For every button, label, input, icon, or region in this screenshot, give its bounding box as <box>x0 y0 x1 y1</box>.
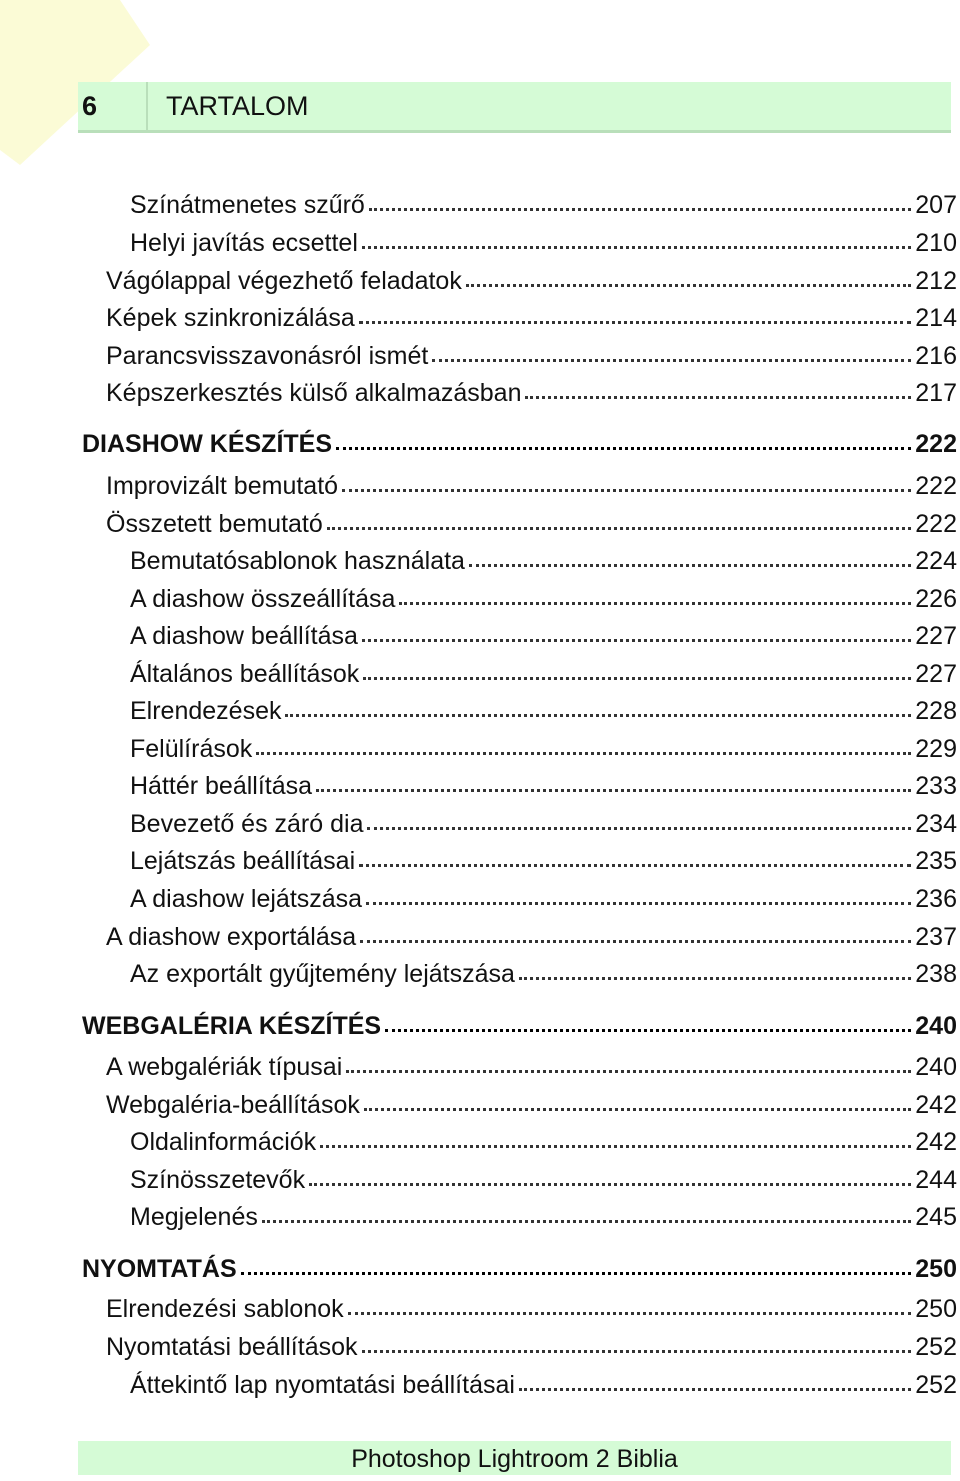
toc-entry-page: 216 <box>915 342 957 370</box>
toc-entry <box>106 920 957 954</box>
dot-leader <box>241 1266 912 1275</box>
toc-entry-page: 226 <box>915 585 957 613</box>
toc-entry-label: Webgaléria-beállítások <box>106 1091 360 1119</box>
toc-section <box>82 427 957 461</box>
toc-entry <box>106 1330 957 1364</box>
toc-entry-page: 237 <box>915 923 957 951</box>
toc-entry <box>130 882 957 916</box>
dot-leader <box>519 1382 911 1391</box>
toc-entry <box>130 1368 957 1402</box>
toc-entry-page: 245 <box>915 1203 957 1231</box>
dot-leader <box>327 521 912 530</box>
dot-leader <box>466 278 911 287</box>
toc-entry <box>130 657 957 691</box>
toc-entry-label: Helyi javítás ecsettel <box>130 229 358 257</box>
toc-entry-label: Megjelenés <box>130 1203 258 1231</box>
dot-leader <box>519 971 911 980</box>
page-footer: Photoshop Lightroom 2 Biblia <box>78 1441 951 1475</box>
toc-entry-label: Összetett bemutató <box>106 510 323 538</box>
toc-entry-page: 214 <box>915 304 957 332</box>
toc-entry <box>106 469 957 503</box>
toc-entry-label: Képszerkesztés külső alkalmazásban <box>106 379 522 407</box>
toc-entry <box>106 301 957 335</box>
dot-leader <box>336 441 911 450</box>
page-header <box>78 82 951 133</box>
toc-entry-label: NYOMTATÁS <box>82 1255 237 1283</box>
toc-entry <box>130 1125 957 1159</box>
toc-entry-label: Nyomtatási beállítások <box>106 1333 358 1361</box>
toc-entry-page: 222 <box>915 430 957 458</box>
toc-entry-page: 210 <box>915 229 957 257</box>
dot-leader <box>262 1214 911 1223</box>
toc-entry <box>130 619 957 653</box>
dot-leader <box>316 783 911 792</box>
toc-entry-page: 229 <box>915 735 957 763</box>
toc-entry <box>130 844 957 878</box>
toc-entry-page: 217 <box>915 379 957 407</box>
dot-leader <box>385 1023 911 1032</box>
toc-entry-label: WEBGALÉRIA KÉSZÍTÉS <box>82 1012 382 1040</box>
toc-entry-page: 250 <box>915 1255 957 1283</box>
dot-leader <box>309 1177 911 1186</box>
toc-entry <box>130 732 957 766</box>
toc-entry-label: Háttér beállítása <box>130 772 313 800</box>
page-number: 6 <box>78 82 148 130</box>
toc-entry-label: Felülírások <box>130 735 253 763</box>
toc-entry-page: 240 <box>915 1012 957 1040</box>
toc-entry-page: 240 <box>915 1053 957 1081</box>
toc-entry <box>130 226 957 260</box>
toc-entry-label: Általános beállítások <box>130 660 360 688</box>
toc-entry <box>130 769 957 803</box>
toc-entry-label: Az exportált gyűjtemény lejátszása <box>130 960 515 988</box>
toc-entry-page: 227 <box>915 622 957 650</box>
toc-entry-label: A webgalériák típusai <box>106 1053 343 1081</box>
toc-entry-page: 242 <box>915 1128 957 1156</box>
dot-leader <box>362 240 911 249</box>
toc-entry-label: Lejátszás beállításai <box>130 847 356 875</box>
toc-section <box>82 1009 957 1043</box>
toc-entry <box>106 507 957 541</box>
toc-entry <box>130 957 957 991</box>
toc-entry-page: 252 <box>915 1371 957 1399</box>
toc-entry-label: Elrendezési sablonok <box>106 1295 344 1323</box>
toc-entry-label: A diashow lejátszása <box>130 885 363 913</box>
toc-entry-label: Színösszetevők <box>130 1166 306 1194</box>
toc-entry-page: 235 <box>915 847 957 875</box>
toc-entry-page: 222 <box>915 510 957 538</box>
toc-entry-label: A diashow beállítása <box>130 622 358 650</box>
dot-leader <box>285 708 911 717</box>
toc-entry-label: Bemutatósablonok használata <box>130 547 465 575</box>
toc-entry-label: DIASHOW KÉSZÍTÉS <box>82 430 333 458</box>
toc-entry-page: 244 <box>915 1166 957 1194</box>
dot-leader <box>362 633 911 642</box>
dot-leader <box>346 1064 911 1073</box>
dot-leader <box>369 202 911 211</box>
toc-entry-label: A diashow összeállítása <box>130 585 396 613</box>
dot-leader <box>342 483 911 492</box>
dot-leader <box>367 821 911 830</box>
toc-entry-page: 207 <box>915 191 957 219</box>
toc-entry <box>130 1200 957 1234</box>
toc-entry <box>130 1163 957 1197</box>
dot-leader <box>525 390 911 399</box>
dot-leader <box>364 1102 911 1111</box>
toc-entry-label: Parancsvisszavonásról ismét <box>106 342 429 370</box>
dot-leader <box>399 596 911 605</box>
toc-entry-page: 212 <box>915 267 957 295</box>
toc-entry-page: 227 <box>915 660 957 688</box>
toc-entry-page: 238 <box>915 960 957 988</box>
toc-entry-page: 252 <box>915 1333 957 1361</box>
dot-leader <box>366 896 911 905</box>
toc-entry <box>130 188 957 222</box>
toc-entry <box>106 1088 957 1122</box>
dot-leader <box>359 315 912 324</box>
dot-leader <box>362 1344 912 1353</box>
toc-entry-page: 233 <box>915 772 957 800</box>
dot-leader <box>360 934 911 943</box>
toc-entry <box>106 376 957 410</box>
dot-leader <box>320 1139 911 1148</box>
toc-entry-page: 222 <box>915 472 957 500</box>
toc-entry <box>106 1292 957 1326</box>
page-title: TARTALOM <box>166 91 309 121</box>
toc-entry <box>130 807 957 841</box>
toc-entry-page: 250 <box>915 1295 957 1323</box>
dot-leader <box>348 1306 912 1315</box>
toc-entry-label: A diashow exportálása <box>106 923 357 951</box>
toc-entry-page: 224 <box>915 547 957 575</box>
toc-entry <box>130 582 957 616</box>
dot-leader <box>256 746 911 755</box>
toc-entry-label: Vágólappal végezhető feladatok <box>106 267 462 295</box>
toc-entry <box>106 339 957 373</box>
toc-entry <box>106 1050 957 1084</box>
toc-entry-page: 234 <box>915 810 957 838</box>
toc-entry-label: Oldalinformációk <box>130 1128 317 1156</box>
toc-entry-label: Improvizált bemutató <box>106 472 339 500</box>
dot-leader <box>359 858 911 867</box>
toc-entry <box>130 544 957 578</box>
dot-leader <box>469 558 911 567</box>
toc-entry-label: Színátmenetes szűrő <box>130 191 365 219</box>
toc-entry-label: Elrendezések <box>130 697 282 725</box>
toc-entry-page: 242 <box>915 1091 957 1119</box>
toc-entry-page: 236 <box>915 885 957 913</box>
toc-entry <box>130 694 957 728</box>
toc-entry-label: Bevezető és záró dia <box>130 810 364 838</box>
dot-leader <box>432 353 911 362</box>
toc-entry-page: 228 <box>915 697 957 725</box>
toc-entry-label: Áttekintő lap nyomtatási beállításai <box>130 1371 515 1399</box>
toc-entry <box>106 264 957 298</box>
toc-entry-label: Képek szinkronizálása <box>106 304 355 332</box>
dot-leader <box>363 671 911 680</box>
toc-section <box>82 1252 957 1286</box>
